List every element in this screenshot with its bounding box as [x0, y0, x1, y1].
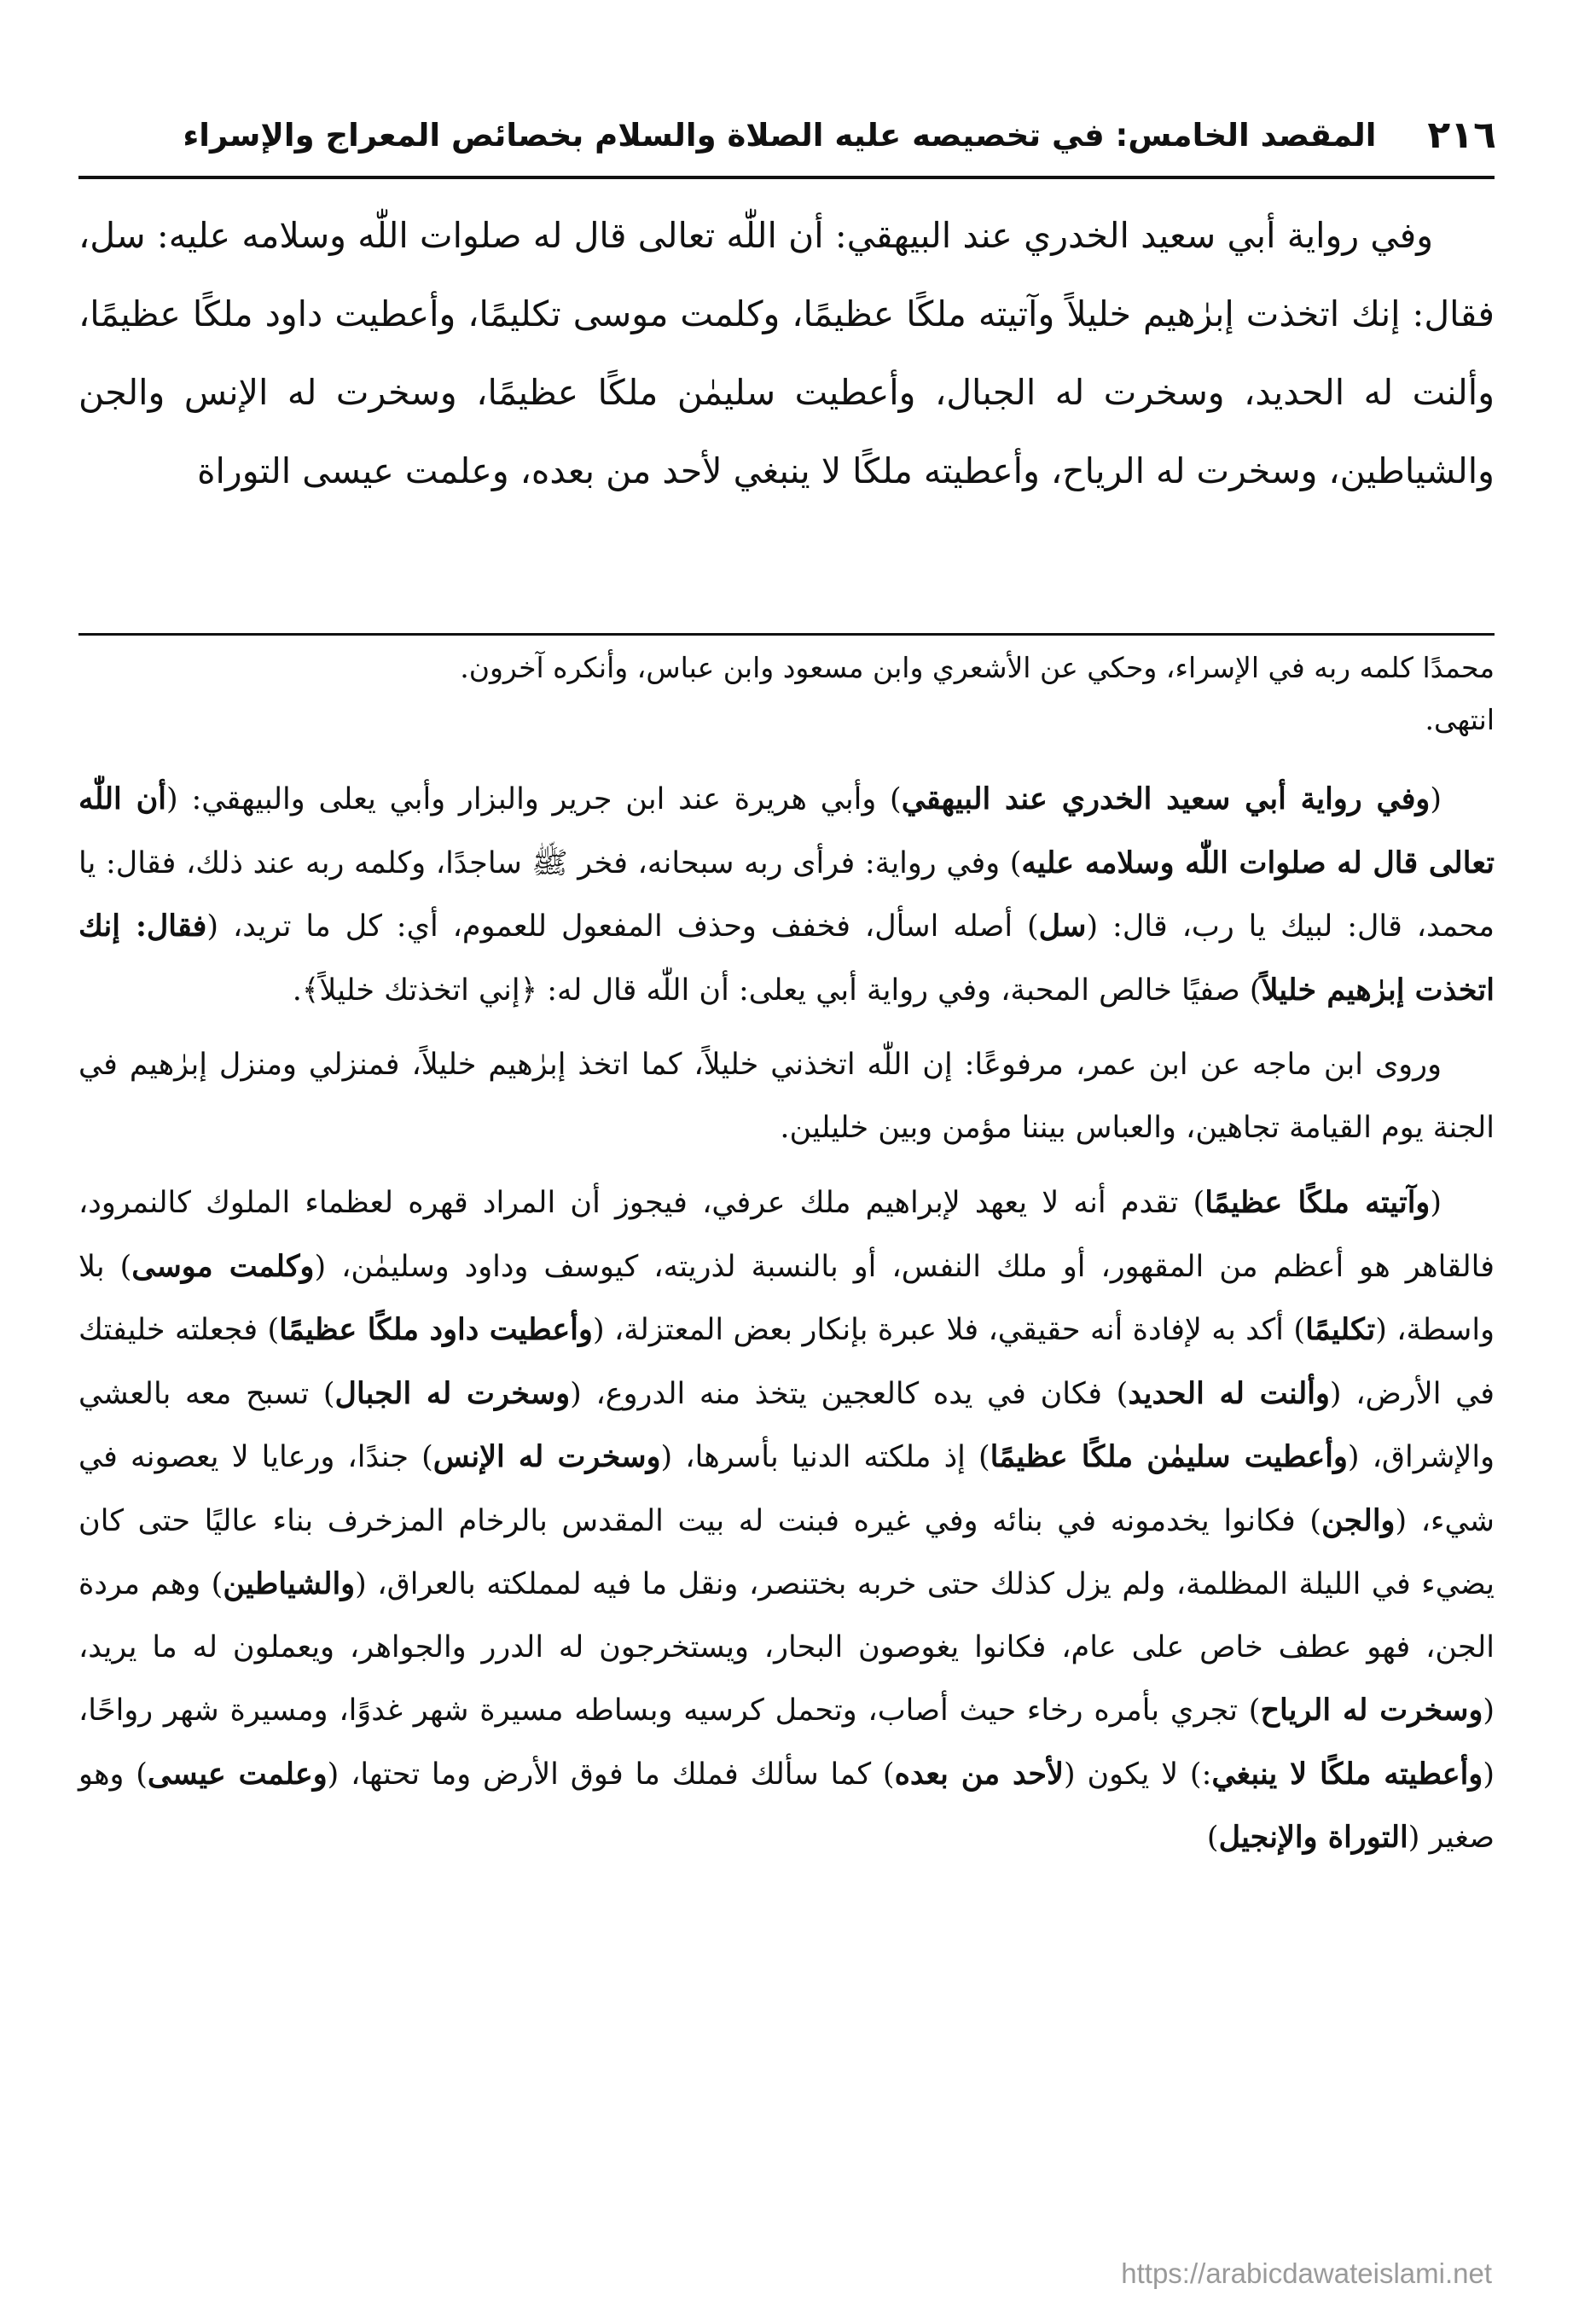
- commentary-paragraph-2: وروى ابن ماجه عن ابن عمر، مرفوعًا: إن اللّٰه اتخذني خليلاً، كما اتخذ إبرٰهيم خليلاً، فمنزلي ومنزل إبرٰهيم في الجنة يوم القيامة تجاهين، والعباس بيننا مؤمن وبين خليلين.: [78, 1048, 1495, 1145]
- text-span: ) وأبي هريرة عند ابن جرير والبزار وأبي يعلى والبيهقي: (: [166, 782, 902, 816]
- quoted-phrase: وأعطيت داود ملكًا عظيمًا: [279, 1312, 593, 1347]
- text-span: :) لا يكون (: [1064, 1757, 1212, 1792]
- text-span: ) صفيًا خالص المحبة، وفي رواية أبي يعلى: أن اللّٰه قال له: ﴿إني اتخذتك خليلاً﴾.: [292, 973, 1262, 1008]
- text-span: ) وهو صغير (: [78, 1757, 1495, 1855]
- main-paragraph: وفي رواية أبي سعيد الخدري عند البيهقي: أن اللّٰه تعالى قال له صلوات اللّٰه وسلامه عليه: سل، فقال: إنك اتخذت إبرٰهيم خليلاً وآتيته ملكًا عظيمًا، وكلمت موسى تكليمًا، وأعطيت داود ملكًا عظيمًا، وألنت له الحديد، وسخرت له الجبال، وأعطيت سليمٰن ملكًا عظيمًا، وسخرت له الإنس والجن والشياطين، وسخرت له الرياح، وأعطيته ملكًا لا ينبغي لأحد من بعده، وعلمت عيسى التوراة: [78, 215, 1495, 491]
- watermark-url: https://arabicdawateislami.net: [1121, 2257, 1492, 2289]
- text-span: ) فكانوا يخدمونه في بنائه وفي غيره فبنت له بيت المقدس بالرخام المزخرف بناء عاليًا حتى كان يضيء في الليلة المظلمة، ولم يزل كذلك حتى خربه بختنصر، ونقل ما فيه لمملكته بالعراق، (: [78, 1503, 1495, 1601]
- main-text-block: [78, 196, 1495, 510]
- text-span: (: [1430, 782, 1442, 816]
- text-span: ) وفي رواية: فرأى ربه سبحانه، فخر ﷺ ساجدًا، وكلمه ربه عند ذلك، فقال: يا محمد، قال: لبيك يا رب، قال: (: [78, 845, 1495, 944]
- quoted-phrase: وفي رواية أبي سعيد الخدري عند البيهقي: [901, 781, 1431, 816]
- text-span: ) جندًا، ورعايا لا يعصونه في شيء، (: [78, 1440, 1495, 1538]
- footnote-separator: [78, 633, 1495, 636]
- text-span: ) أصله اسأل، فخفف وحذف المفعول للعموم، أي: كل ما تريد، (: [206, 909, 1039, 944]
- text-span: ): [1206, 1821, 1219, 1855]
- text-span: ) بلا واسطة، (: [78, 1249, 1495, 1347]
- commentary-paragraph-1: [78, 768, 1495, 1022]
- quoted-phrase: والشياطين: [223, 1566, 356, 1601]
- quoted-phrase: وسخرت له الجبال: [334, 1375, 571, 1411]
- header-rule: [78, 176, 1495, 179]
- quoted-phrase: وآتيته ملكًا عظيمًا: [1204, 1185, 1431, 1220]
- quoted-phrase: وكلمت موسى: [131, 1248, 315, 1284]
- text-span: ) وهم مردة الجن، فهو عطف خاص على عام، فكانوا يغوصون البحار، ويستخرجون له الدرر والجواهر، ويعملون له ما يريد، (: [78, 1567, 1495, 1728]
- text-span: ) كما سألك فملك ما فوق الأرض وما تحتها، (: [327, 1757, 895, 1792]
- quoted-phrase: أن اللّٰه تعالى قال له صلوات اللّٰه وسلامه عليه: [78, 781, 1495, 880]
- quoted-phrase: وألنت له الحديد: [1128, 1375, 1330, 1411]
- commentary-paragraph-3: [78, 1171, 1495, 1870]
- quoted-phrase: فقال: إنك اتخذت إبرٰهيم خليلاً: [78, 909, 1495, 1008]
- quoted-phrase: وسخرت له الإنس: [432, 1439, 661, 1474]
- text-span: ) أكد به لإفادة أنه حقيقي، فلا عبرة بإنكار بعض المعتزلة، (: [592, 1313, 1306, 1347]
- footnote-block: [78, 642, 1495, 746]
- quoted-phrase: التوراة والإنجيل: [1218, 1820, 1408, 1855]
- running-title: المقصد الخامس: في تخصيصه عليه الصلاة والسلام بخصائص المعراج والإسراء: [183, 116, 1377, 154]
- quoted-phrase: وأعطيت سليمٰن ملكًا عظيمًا: [990, 1439, 1348, 1474]
- quoted-phrase: والجن: [1321, 1502, 1396, 1538]
- footnote-line: محمدًا كلمه ربه في الإسراء، وحكي عن الأشعري وابن مسعود وابن عباس، وأنكره آخرون.: [460, 651, 1495, 684]
- text-span: ) إذ ملكته الدنيا بأسرها، (: [660, 1440, 990, 1474]
- text-span: ) تقدم أنه لا يعهد لإبراهيم ملك عرفي، فيجوز أن المراد قهره لعظماء الملوك كالنمرود، فالقاهر هو أعظم من المقهور، أو ملك النفس، أو بالنسبة لذريته، كيوسف وداود وسليمٰن، (: [78, 1186, 1495, 1284]
- page-number: ٢١٦: [1427, 113, 1496, 157]
- quoted-phrase: وسخرت له الرياح: [1260, 1693, 1483, 1728]
- quoted-phrase: تكليمًا: [1305, 1312, 1376, 1347]
- footnote-end-line: انتهى.: [1425, 703, 1495, 736]
- quoted-phrase: سل: [1038, 909, 1087, 944]
- quoted-phrase: وعلمت عيسى: [147, 1756, 328, 1792]
- text-span: ) فجعلته خليفتك في الأرض، (: [78, 1313, 1495, 1411]
- text-span: ) فكان في يده كالعجين يتخذ منه الدروع، (: [570, 1376, 1129, 1411]
- text-span: ) تجري بأمره رخاء حيث أصاب، وتحمل كرسيه وبساطه مسيرة شهر غدوًا، ومسيرة شهر رواحًا، (: [78, 1694, 1495, 1792]
- quoted-phrase: لأحد من بعده: [894, 1756, 1065, 1792]
- text-span: ) تسبح معه بالعشي والإشراق، (: [78, 1376, 1495, 1474]
- quoted-phrase: وأعطيته ملكًا لا ينبغي: [1211, 1756, 1483, 1792]
- commentary-block: [78, 768, 1495, 1882]
- page-header: [77, 101, 1496, 169]
- text-span: (: [1430, 1186, 1442, 1220]
